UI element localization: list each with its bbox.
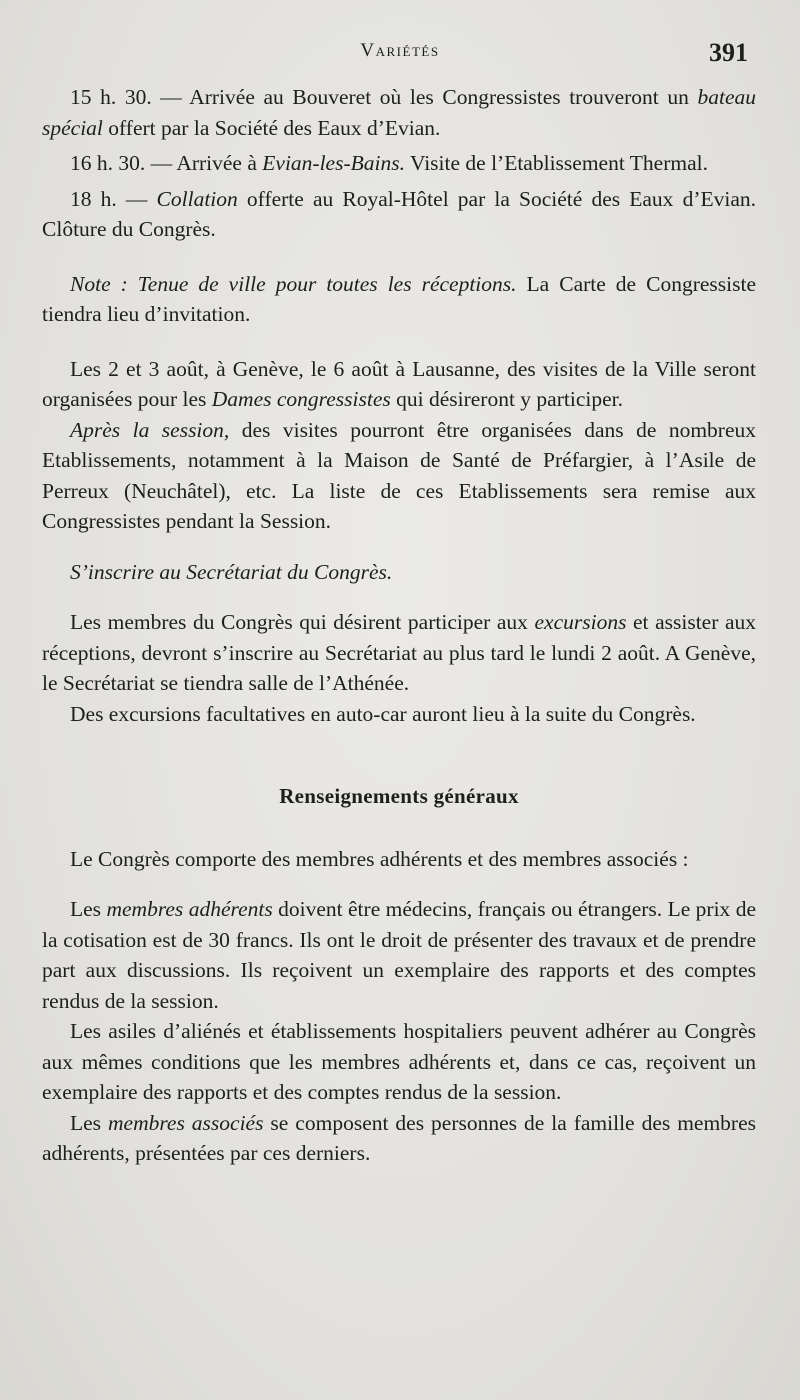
italic-run: membres adhérents bbox=[106, 897, 273, 921]
paragraph-registration-note bbox=[42, 557, 756, 588]
text-run: 15 h. 30. — Arrivée au Bouveret où les Congressistes trouveront un bbox=[70, 85, 698, 109]
paragraph-associate-members bbox=[42, 1108, 756, 1169]
paragraph-dress-note bbox=[42, 269, 756, 330]
text-run: se composent des personnes de la famille des membres adhérents, présentées par ces derniers. bbox=[42, 1110, 756, 1165]
text-run: Les bbox=[70, 1110, 109, 1135]
paragraph-membership-types bbox=[42, 844, 756, 875]
italic-run: Après la session, bbox=[70, 417, 230, 442]
text-run: des visites pourront être organisées dans de nombreux Etablissements, notamment à la Maison de Santé de Préfargier, à l’Asile de Perreux (Neuchâtel), etc. La liste de ces Etablissements sera remise aux Congressistes pendant la Session. bbox=[42, 417, 756, 533]
text-run: offert par la Société des Eaux d’Evian. bbox=[102, 115, 441, 140]
running-title: Variétés bbox=[360, 40, 440, 61]
text-run: Visite de l’Etablissement Thermal. bbox=[404, 151, 708, 175]
paragraph-bouveret-arrival bbox=[42, 82, 756, 143]
italic-run: membres associés bbox=[108, 1110, 264, 1135]
italic-run: Note : Tenue de ville pour toutes les réceptions. bbox=[70, 271, 517, 296]
text-run: Les bbox=[70, 897, 107, 921]
text-run: 18 h. — bbox=[70, 186, 157, 211]
text-run: Le Congrès comporte des membres adhérents et des membres associés : bbox=[70, 846, 689, 871]
text-run: 16 h. 30. — Arrivée à bbox=[70, 151, 263, 175]
paragraph-after-session bbox=[42, 415, 756, 537]
text-run: La Carte de Congressiste tiendra lieu d’invitation. bbox=[42, 271, 756, 326]
text-run: Les membres du Congrès qui désirent participer aux bbox=[70, 610, 535, 634]
text-run: Des excursions facultatives en auto-car auront lieu à la suite du Congrès. bbox=[70, 701, 696, 726]
paragraph-excursions-registration bbox=[42, 607, 756, 699]
text-run: et assister aux réceptions, devront s’inscrire au Secrétariat au plus tard le lundi 2 août. A Genève, le Secrétariat se tiendra salle de l’Athénée. bbox=[42, 610, 756, 695]
italic-run: Collation bbox=[156, 186, 238, 211]
italic-run: Dames congressistes bbox=[211, 387, 391, 411]
text-run: Les asiles d’aliénés et établissements hospitaliers peuvent adhérer au Congrès aux mêmes conditions que les membres adhérents et, dans ce cas, reçoivent un exemplaire des rapports et des comptes rendus de la session. bbox=[42, 1019, 756, 1104]
italic-run: excursions bbox=[534, 610, 627, 634]
paragraph-collation bbox=[42, 184, 756, 245]
paragraph-ladies-visits bbox=[42, 354, 756, 415]
text-run: Les 2 et 3 août, à Genève, le 6 août à Lausanne, des visites de la Ville seront organisées pour les bbox=[42, 356, 756, 411]
page-number: 391 bbox=[709, 38, 748, 67]
italic-run: Evian-les-Bains. bbox=[262, 151, 405, 175]
paragraph-asylums bbox=[42, 1016, 756, 1108]
paragraph-optional-excursions bbox=[42, 699, 756, 730]
text-run: doivent être médecins, français ou étrangers. Le prix de la cotisation est de 30 francs. Ils ont le droit de présenter des travaux et de prendre part aux discussions. Ils reçoivent un exemplaire des rapports et des comptes rendus de la session. bbox=[42, 897, 757, 1013]
paragraph-adherent-members bbox=[42, 894, 756, 1016]
section-title: Renseignements généraux bbox=[279, 784, 519, 808]
text-run: offerte au Royal-Hôtel par la Société des Eaux d’Evian. Clôture du Congrès. bbox=[42, 186, 757, 241]
page-header bbox=[0, 38, 800, 78]
paragraph-evian-arrival bbox=[42, 148, 756, 179]
body-text bbox=[42, 82, 756, 1169]
italic-run: bateau spécial bbox=[42, 85, 756, 140]
text-run: qui désireront y participer. bbox=[390, 387, 623, 411]
italic-run: S’inscrire au Secrétariat du Congrès. bbox=[70, 559, 393, 584]
